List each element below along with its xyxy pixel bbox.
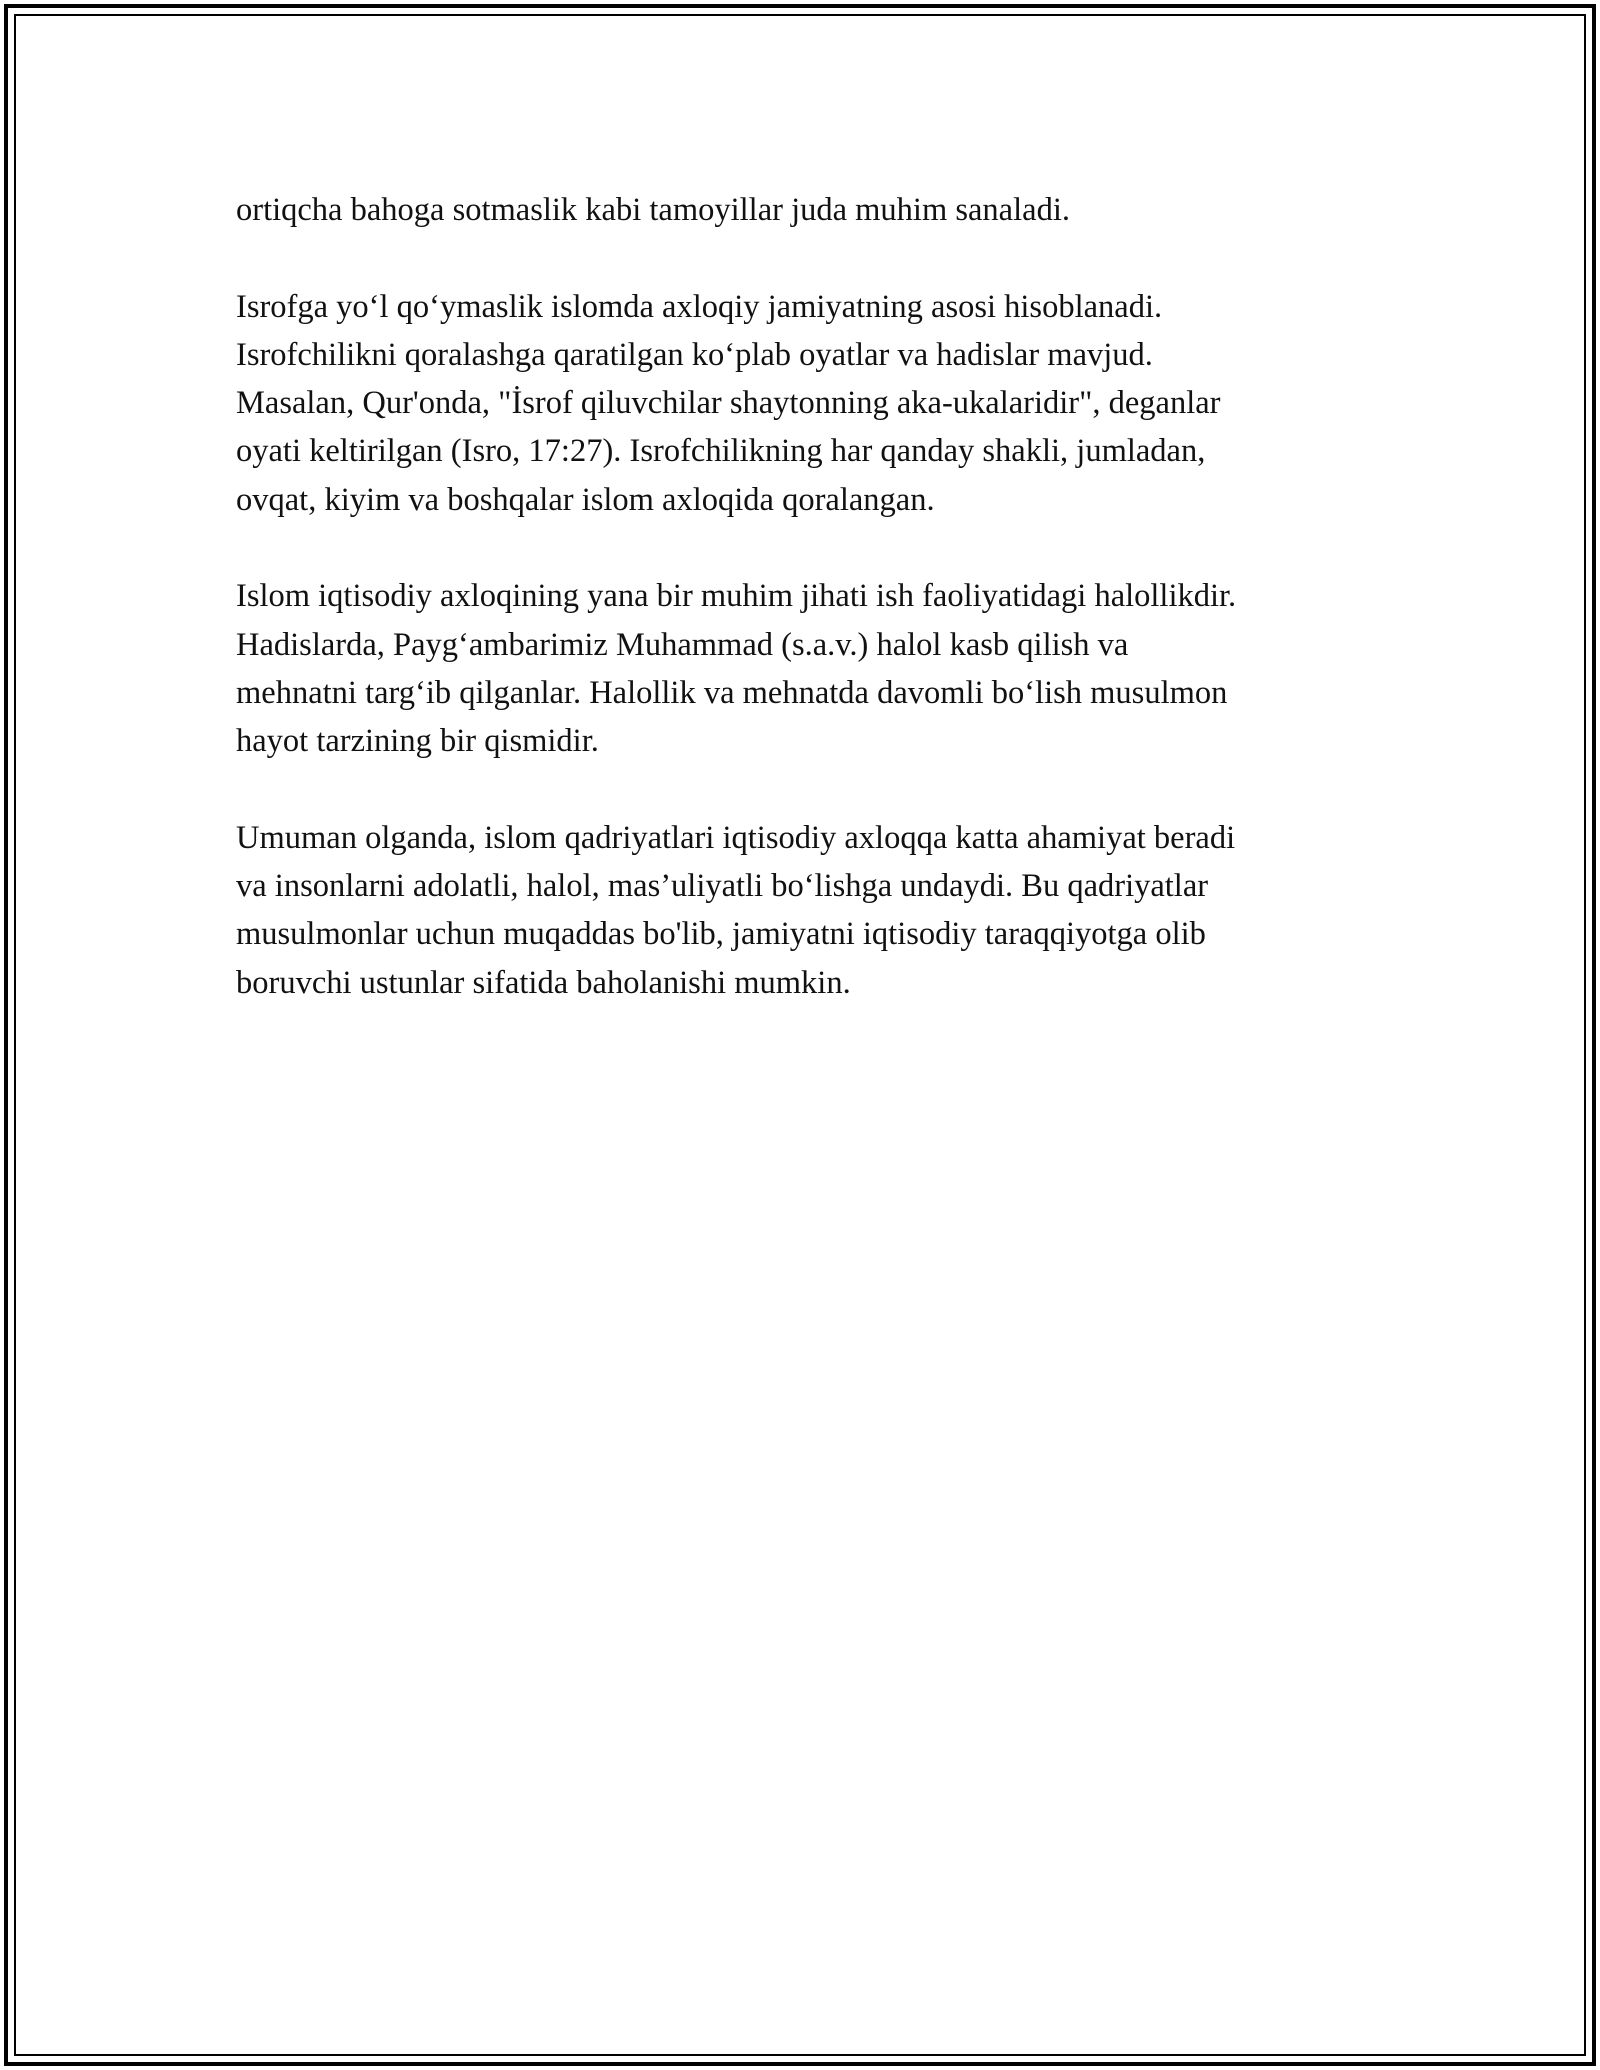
paragraph-israf: Isrofga yo‘l qo‘ymaslik islomda axloqiy jamiyatning asosi hisoblanadi. Isrofchilikni qoralashga qaratilgan ko‘plab oyatlar va hadislar mavjud. Masalan, Qur'onda, "İsrof qiluvchilar shaytonning aka-ukalaridir", deganlar oyati keltirilgan (Isro, 17:27). Isrofchilikning har qanday shakli, jumladan, ovqat, kiyim va boshqalar islom axloqida qoralangan.	[236, 288, 1221, 518]
paragraph-halollik: Islom iqtisodiy axloqining yana bir muhim jihati ish faoliyatidagi halollikdir. Hadislarda, Payg‘ambarimiz Muhammad (s.a.v.) halol kasb qilish va mehnatni targ‘ib qilganlar. Halollik va mehnatda davomli bo‘lish musulmon hayot tarzining bir qismidir.	[236, 578, 1237, 760]
document-body	[236, 186, 1396, 1055]
paragraph-conclusion: Umuman olganda, islom qadriyatlari iqtisodiy axloqqa katta ahamiyat beradi va insonlarni adolatli, halol, mas’uliyatli bo‘lishga undaydi. Bu qadriyatlar musulmonlar uchun muqaddas bo'lib, jamiyatni iqtisodiy taraqqiyotga olib boruvchi ustunlar sifatida baholanishi mumkin.	[236, 819, 1236, 1001]
paragraph-continuation: ortiqcha bahoga sotmaslik kabi tamoyillar juda muhim sanaladi.	[236, 192, 1070, 228]
